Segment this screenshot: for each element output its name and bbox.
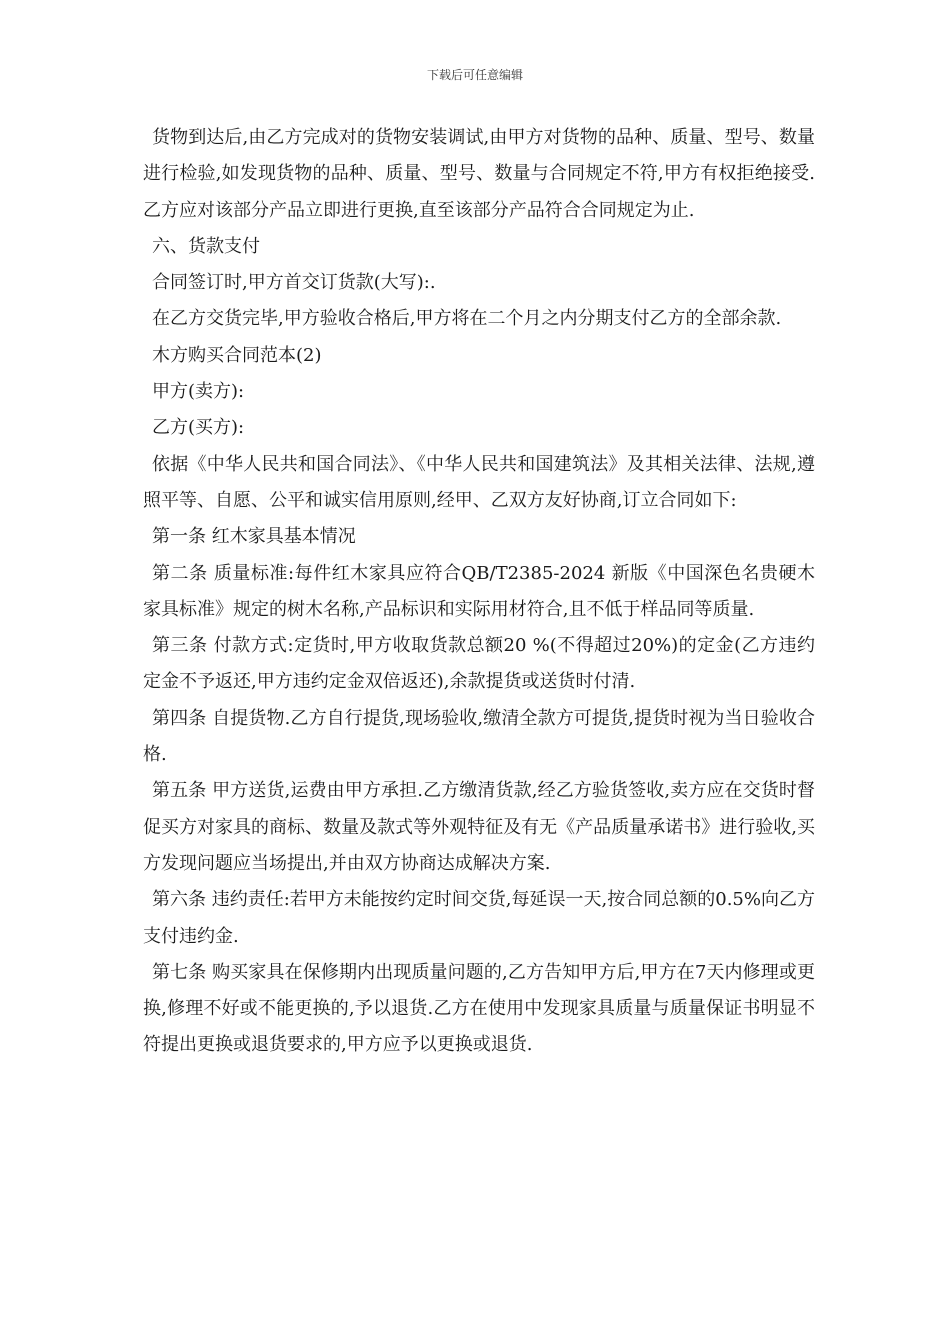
paragraph-deposit: 合同签订时,甲方首交订货款(大写):. [152, 272, 436, 294]
contract-title: 木方购买合同范本(2) [152, 344, 322, 366]
article-1: 第一条 红木家具基本情况 [152, 526, 356, 548]
document-body [143, 120, 815, 1064]
article-6: 第六条 违约责任:若甲方未能按约定时间交货,每延误一天,按合同总额的0.5%向乙方支付违约金. [143, 889, 815, 947]
article-3: 第三条 付款方式:定货时,甲方收取货款总额20 %(不得超过20%)的定金(乙方违约定金不予返还,甲方违约定金双倍返还),余款提货或送货时付清. [143, 635, 815, 693]
paragraph-legal-basis: 依据《中华人民共和国合同法》、《中华人民共和国建筑法》及其相关法律、法规,遵照平等、自愿、公平和诚实信用原则,经甲、乙双方友好协商,订立合同如下: [143, 453, 815, 511]
paragraph-balance-payment: 在乙方交货完毕,甲方验收合格后,甲方将在二个月之内分期支付乙方的全部余款. [152, 308, 782, 330]
article-4: 第四条 自提货物.乙方自行提货,现场验收,缴清全款方可提货,提货时视为当日验收合格. [143, 707, 815, 766]
article-5: 第五条 甲方送货,运费由甲方承担.乙方缴清货款,经乙方验货签收,卖方应在交货时督促买方对家具的商标、数量及款式等外观特征及有无《产品质量承诺书》进行验收,买方发现问题应当场提出,并由双方协商达成解决方案. [143, 780, 815, 874]
section-heading-payment: 六、货款支付 [152, 235, 260, 257]
page-header: 下载后可任意编辑 [426, 68, 523, 82]
party-a-label: 甲方(卖方): [152, 381, 245, 403]
article-2: 第二条 质量标准:每件红木家具应符合QB/T2385-2024 新版《中国深色名贵硬木家具标准》规定的树木名称,产品标识和实际用材符合,且不低于样品同等质量. [143, 562, 815, 620]
party-b-label: 乙方(买方): [152, 417, 245, 439]
paragraph-goods-inspection: 货物到达后,由乙方完成对的货物安装调试,由甲方对货物的品种、质量、型号、数量进行检验,如发现货物的品种、质量、型号、数量与合同规定不符,甲方有权拒绝接受.乙方应对该部分产品立即进行更换,直至该部分产品符合合同规定为止. [143, 127, 815, 221]
article-7: 第七条 购买家具在保修期内出现质量问题的,乙方告知甲方后,甲方在7天内修理或更换,修理不好或不能更换的,予以退货.乙方在使用中发现家具质量与质量保证书明显不符提出更换或退货要求的,甲方应予以更换或退货. [143, 961, 815, 1056]
